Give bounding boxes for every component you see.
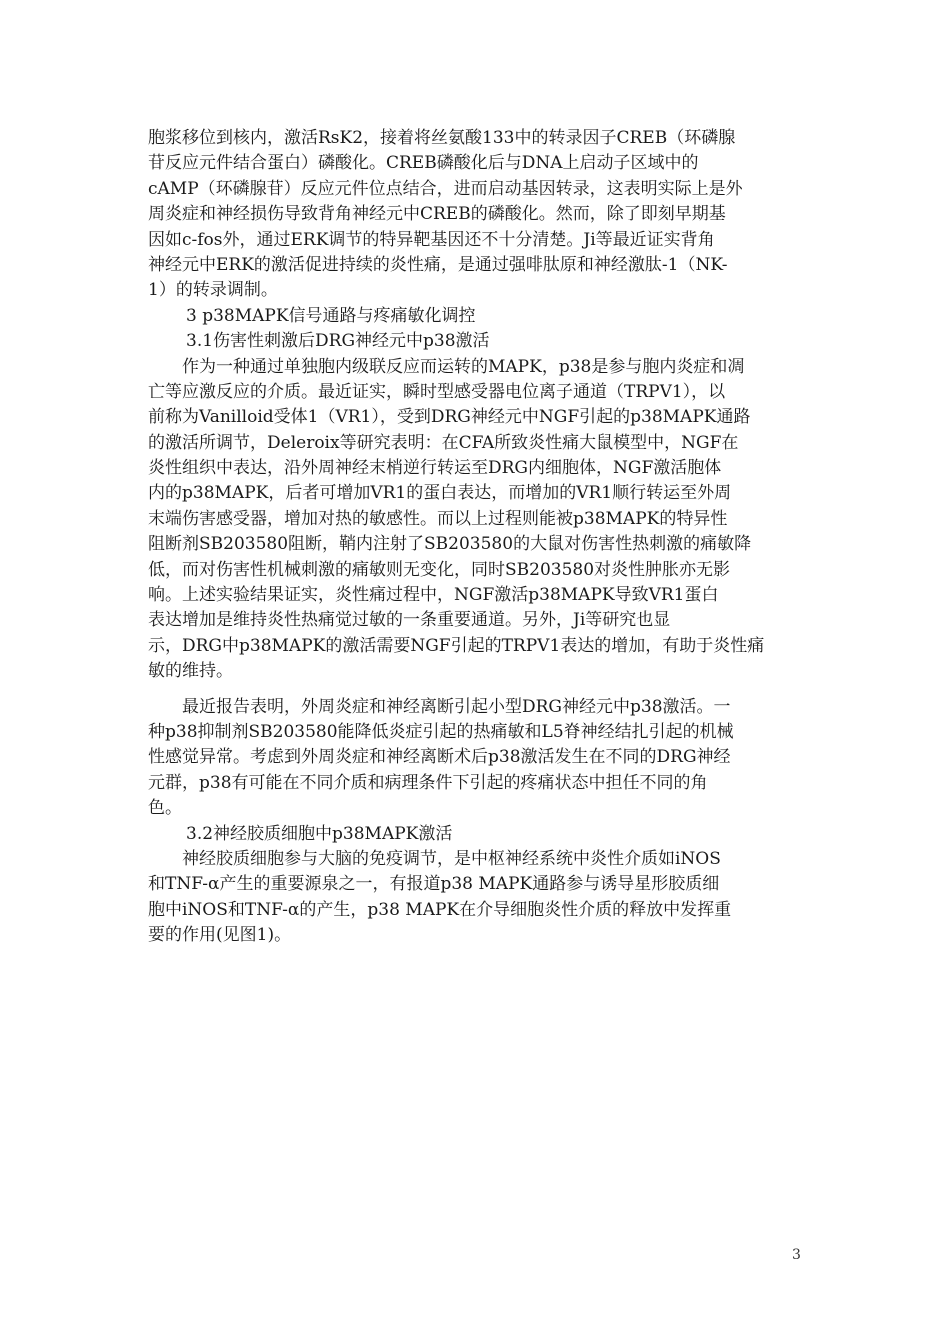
text-line: 作为一种通过单独胞内级联反应而运转的MAPK，p38是参与胞内炎症和凋 [182,356,745,377]
paragraph-3-2 [148,847,808,949]
text-line: 末端伤害感受器，增加对热的敏感性。而以上过程则能被p38MAPK的特异性 [148,508,728,529]
text-line: 神经胶质细胞参与大脑的免疫调节，是中枢神经系统中炎性介质如iNOS [182,848,721,869]
document-body [148,126,808,949]
text-line: 的激活所调节，Deleroix等研究表明：在CFA所致炎性痛大鼠模型中，NGF在 [148,432,739,453]
text-line: 前称为Vanilloid受体1（VR1），受到DRG神经元中NGF引起的p38MAPK通路 [148,407,751,428]
text-line: 1）的转录调制。 [148,280,278,301]
text-line: 胞中iNOS和TNF-α的产生，p38 MAPK在介导细胞炎性介质的释放中发挥重 [148,899,732,920]
section-heading-3: 3 p38MAPK信号通路与疼痛敏化调控 [186,305,476,326]
text-line: 亡等应激反应的介质。最近证实，瞬时型感受器电位离子通道（TRPV1），以 [148,381,726,402]
text-line: 神经元中ERK的激活促进持续的炎性痛，是通过强啡肽原和神经激肽-1（NK- [148,254,728,275]
text-line: 表达增加是维持炎性热痛觉过敏的一条重要通道。另外，Ji等研究也显 [148,610,671,631]
text-line: cAMP（环磷腺苷）反应元件位点结合，进而启动基因转录，这表明实际上是外 [148,178,743,199]
paragraph-3-1-a [148,355,808,685]
text-line: 阻断剂SB203580阻断，鞘内注射了SB203580的大鼠对伤害性热刺激的痛敏降 [148,534,752,555]
text-line: 示，DRG中p38MAPK的激活需要NGF引起的TRPV1表达的增加，有助于炎性痛 [148,635,765,656]
subsection-heading-3-1: 3.1伤害性刺激后DRG神经元中p38激活 [186,331,490,352]
text-line: 因如c-fos外，通过ERK调节的特异靶基因还不十分清楚。Ji等最近证实背角 [148,229,715,250]
text-line: 内的p38MAPK，后者可增加VR1的蛋白表达，而增加的VR1顺行转运至外周 [148,483,732,504]
text-line: 胞浆移位到核内，激活RsK2，接着将丝氨酸133中的转录因子CREB（环磷腺 [148,128,736,148]
paragraph-spacer [148,685,808,695]
text-line: 和TNF-α产生的重要源泉之一，有报道p38 MAPK通路参与诱导星形胶质细 [148,874,720,895]
text-line: 种p38抑制剂SB203580能降低炎症引起的热痛敏和L5脊神经结扎引起的机械 [148,721,734,742]
subsection-heading-3-2: 3.2神经胶质细胞中p38MAPK激活 [186,823,453,844]
text-line: 色。 [148,798,182,819]
text-line: 炎性组织中表达，沿外周神经末梢逆行转运至DRG内细胞体，NGF激活胞体 [148,458,722,479]
text-line: 要的作用(见图1)。 [148,925,292,946]
text-line: 敏的维持。 [148,661,233,682]
text-line: 响。上述实验结果证实，炎性痛过程中，NGF激活p38MAPK导致VR1蛋白 [148,585,719,606]
text-line: 周炎症和神经损伤导致背角神经元中CREB的磷酸化。然而，除了即刻早期基 [148,204,726,225]
text-line: 最近报告表明，外周炎症和神经离断引起小型DRG神经元中p38激活。一 [182,696,731,717]
text-line: 苷反应元件结合蛋白）磷酸化。CREB磷酸化后与DNA上启动子区域中的 [148,153,699,174]
text-line: 低，而对伤害性机械刺激的痛敏则无变化，同时SB203580对炎性肿胀亦无影 [148,559,731,580]
page-number: 3 [792,1247,801,1263]
text-line: 元群，p38有可能在不同介质和病理条件下引起的疼痛状态中担任不同的角 [148,772,708,793]
paragraph-continuation [148,126,808,304]
paragraph-3-1-b [148,695,808,822]
text-line: 性感觉异常。考虑到外周炎症和神经离断术后p38激活发生在不同的DRG神经 [148,747,731,768]
